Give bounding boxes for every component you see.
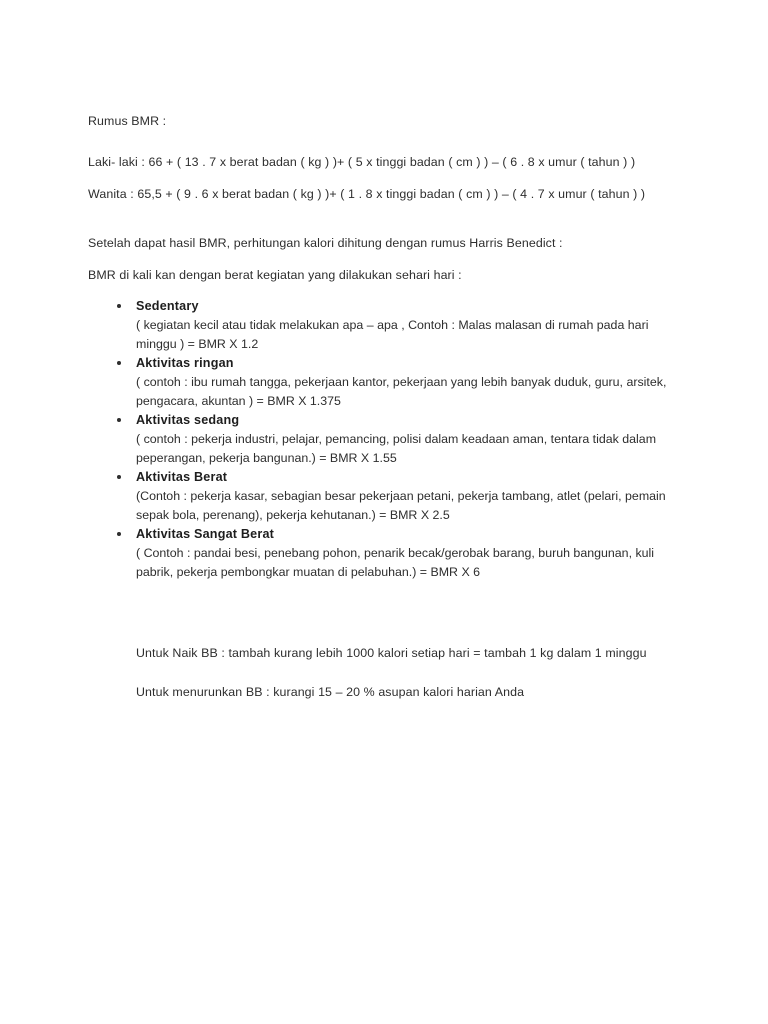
activity-title: Aktivitas sedang xyxy=(136,413,240,427)
bullet-icon xyxy=(117,532,121,536)
list-item xyxy=(88,525,684,582)
bmr-formula-male: Laki- laki : 66 + ( 13 . 7 x berat badan ( kg ) )+ ( 5 x tinggi badan ( cm ) ) – ( 6 . 8 x umur ( tahun ) ) xyxy=(88,155,636,169)
activity-description: ( kegiatan kecil atau tidak melakukan apa – apa , Contoh : Malas malasan di rumah pada hari minggu ) = BMR X 1.2 xyxy=(136,318,649,351)
weight-loss-note: Untuk menurunkan BB : kurangi 15 – 20 % asupan kalori harian Anda xyxy=(136,685,525,699)
activity-title: Aktivitas Berat xyxy=(136,470,228,484)
list-item xyxy=(88,411,684,468)
activity-level-list xyxy=(88,297,684,582)
list-item xyxy=(88,297,684,354)
bullet-icon xyxy=(117,304,121,308)
harris-benedict-intro: Setelah dapat hasil BMR, perhitungan kalori dihitung dengan rumus Harris Benedict : xyxy=(88,236,563,250)
bmr-formula-female: Wanita : 65,5 + ( 9 . 6 x berat badan ( kg ) )+ ( 1 . 8 x tinggi badan ( cm ) ) – ( 4 . 7 x umur ( tahun ) ) xyxy=(88,187,646,201)
activity-description: ( contoh : pekerja industri, pelajar, pemancing, polisi dalam keadaan aman, tentara tidak dalam peperangan, pekerja bangunan.) = BMR X 1.55 xyxy=(136,432,657,465)
list-item xyxy=(88,354,684,411)
activity-description: ( Contoh : pandai besi, penebang pohon, penarik becak/gerobak barang, buruh bangunan, kuli pabrik, pekerja pembongkar muatan di pelabuhan.) = BMR X 6 xyxy=(136,546,655,579)
activity-title: Sedentary xyxy=(136,299,199,313)
activity-description: (Contoh : pekerja kasar, sebagian besar pekerjaan petani, pekerja tambang, atlet (pelari, pemain sepak bola, perenang), pekerja kehutanan.) = BMR X 2.5 xyxy=(136,489,666,522)
activity-description: ( contoh : ibu rumah tangga, pekerjaan kantor, pekerjaan yang lebih banyak duduk, guru, arsitek, pengacara, akuntan ) = BMR X 1.375 xyxy=(136,375,667,408)
weight-guidance-block xyxy=(88,644,684,702)
list-item xyxy=(88,468,684,525)
page-title: Rumus BMR : xyxy=(88,114,167,128)
weight-gain-note: Untuk Naik BB : tambah kurang lebih 1000 kalori setiap hari = tambah 1 kg dalam 1 minggu xyxy=(136,646,647,660)
bullet-icon xyxy=(117,361,121,365)
activity-title: Aktivitas Sangat Berat xyxy=(136,527,275,541)
activity-title: Aktivitas ringan xyxy=(136,356,234,370)
bullet-icon xyxy=(117,475,121,479)
activity-multiplier-intro: BMR di kali kan dengan berat kegiatan yang dilakukan sehari hari : xyxy=(88,268,462,282)
document-body xyxy=(88,112,684,702)
bullet-icon xyxy=(117,418,121,422)
